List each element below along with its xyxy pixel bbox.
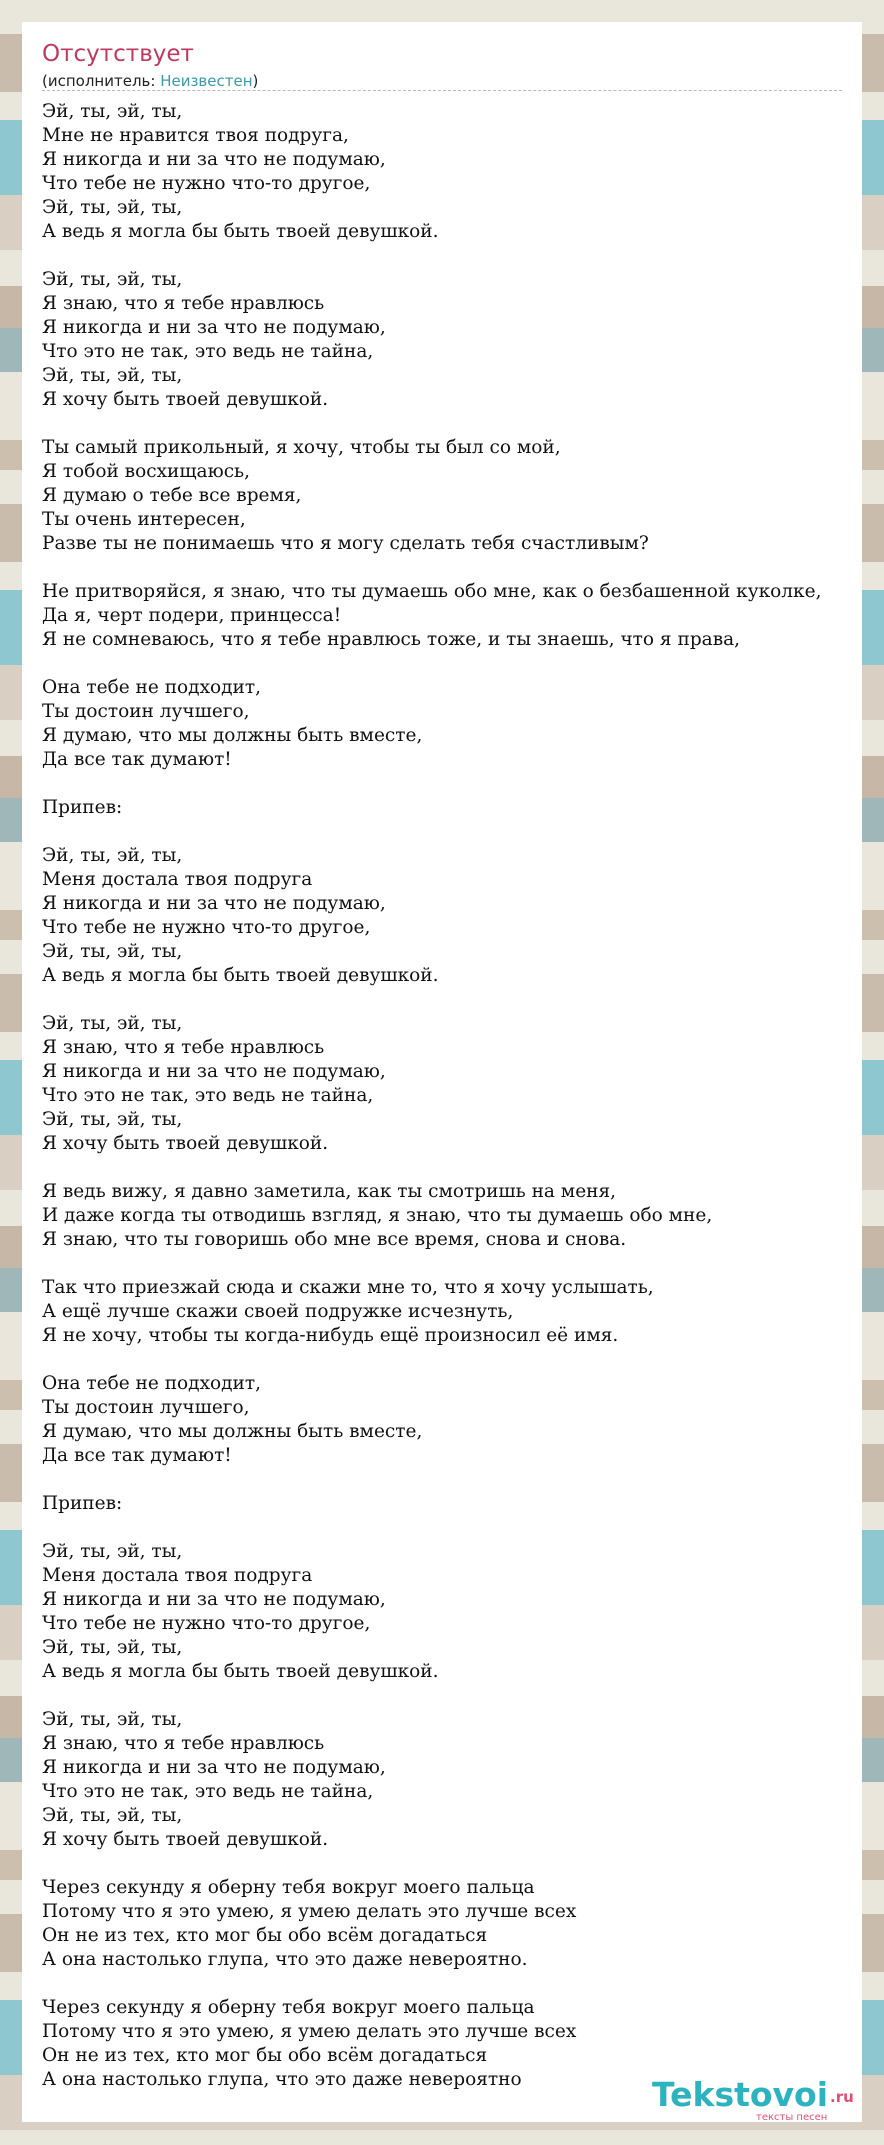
lyric-line: А она настолько глупа, что это даже невероятно	[42, 2069, 522, 2090]
lyric-line: Ты достоин лучшего,	[42, 1397, 250, 1418]
lyric-line: Меня достала твоя подруга	[42, 869, 313, 890]
lyric-line: Эй, ты, эй, ты,	[42, 1637, 183, 1658]
lyric-line: Эй, ты, эй, ты,	[42, 101, 183, 122]
lyric-line: Я знаю, что я тебе нравлюсь	[42, 1037, 325, 1058]
lyric-line: А она настолько глупа, что это даже невероятно.	[42, 1949, 528, 1970]
lyric-line: Я никогда и ни за что не подумаю,	[42, 149, 386, 170]
site-logo[interactable]	[652, 2076, 862, 2130]
stanza-gap	[42, 556, 862, 580]
lyric-line: Ты достоин лучшего,	[42, 701, 250, 722]
lyric-line: Эй, ты, эй, ты,	[42, 197, 183, 218]
lyric-line: Что тебе не нужно что-то другое,	[42, 917, 371, 938]
lyric-line: Я никогда и ни за что не подумаю,	[42, 1061, 386, 1082]
lyric-line: Эй, ты, эй, ты,	[42, 941, 183, 962]
lyric-line: А ведь я могла бы быть твоей девушкой.	[42, 1661, 439, 1682]
lyric-line: Я думаю, что мы должны быть вместе,	[42, 1421, 423, 1442]
artist-prefix: (исполнитель:	[42, 72, 161, 90]
stanza-gap	[42, 1852, 862, 1876]
lyric-line: Эй, ты, эй, ты,	[42, 1709, 183, 1730]
lyric-line: Припев:	[42, 797, 123, 818]
stanza-gap	[42, 1468, 862, 1492]
lyric-line: Эй, ты, эй, ты,	[42, 365, 183, 386]
lyric-line: Я знаю, что я тебе нравлюсь	[42, 293, 325, 314]
lyric-line: Что тебе не нужно что-то другое,	[42, 1613, 371, 1634]
lyric-line: Что это не так, это ведь не тайна,	[42, 1781, 374, 1802]
lyrics-card	[22, 22, 862, 2122]
lyric-line: Да все так думают!	[42, 1445, 232, 1466]
logo-domain: .ru	[830, 2088, 854, 2106]
lyric-line: Она тебе не подходит,	[42, 1373, 261, 1394]
lyric-line: Я тобой восхищаюсь,	[42, 461, 251, 482]
lyric-line: Я хочу быть твоей девушкой.	[42, 1133, 329, 1154]
lyric-line: А ведь я могла бы быть твоей девушкой.	[42, 221, 439, 242]
lyric-line: Он не из тех, кто мог бы обо всём догадаться	[42, 2045, 488, 2066]
lyric-line: Что тебе не нужно что-то другое,	[42, 173, 371, 194]
lyric-line: Потому что я это умею, я умею делать это лучше всех	[42, 2021, 577, 2042]
stanza-gap	[42, 820, 862, 844]
stanza-gap	[42, 652, 862, 676]
lyric-line: А ещё лучше скажи своей подружке исчезнуть,	[42, 1301, 514, 1322]
logo-tagline: тексты песен	[756, 2112, 828, 2123]
lyric-line: Я не хочу, чтобы ты когда-нибудь ещё произносил её имя.	[42, 1325, 619, 1346]
stanza-gap	[42, 988, 862, 1012]
lyric-line: Эй, ты, эй, ты,	[42, 1541, 183, 1562]
lyric-line: Эй, ты, эй, ты,	[42, 1109, 183, 1130]
stanza-gap	[42, 1516, 862, 1540]
lyric-line: Ты очень интересен,	[42, 509, 246, 530]
lyric-line: Потому что я это умею, я умею делать это лучше всех	[42, 1901, 577, 1922]
lyric-line: Через секунду я оберну тебя вокруг моего пальца	[42, 1997, 535, 2018]
lyric-line: Я не сомневаюсь, что я тебе нравлюсь тоже, и ты знаешь, что я права,	[42, 629, 741, 650]
stanza-gap	[42, 1972, 862, 1996]
stanza-gap	[42, 772, 862, 796]
stanza-gap	[42, 1684, 862, 1708]
stanza-gap	[42, 412, 862, 436]
lyric-line: Эй, ты, эй, ты,	[42, 1805, 183, 1826]
lyric-line: Я хочу быть твоей девушкой.	[42, 389, 329, 410]
lyric-line: Что это не так, это ведь не тайна,	[42, 341, 374, 362]
stanza-gap	[42, 1252, 862, 1276]
lyric-line: Я никогда и ни за что не подумаю,	[42, 1589, 386, 1610]
lyric-line: Эй, ты, эй, ты,	[42, 1013, 183, 1034]
artist-suffix: )	[252, 72, 259, 90]
lyric-line: Так что приезжай сюда и скажи мне то, что я хочу услышать,	[42, 1277, 654, 1298]
lyric-line: Разве ты не понимаешь что я могу сделать тебя счастливым?	[42, 533, 649, 554]
lyric-line: Я никогда и ни за что не подумаю,	[42, 317, 386, 338]
lyric-line: Я думаю о тебе все время,	[42, 485, 302, 506]
lyric-line: Она тебе не подходит,	[42, 677, 261, 698]
lyric-line: Не притворяйся, я знаю, что ты думаешь обо мне, как о безбашенной куколке,	[42, 581, 822, 602]
lyric-line: Я никогда и ни за что не подумаю,	[42, 1757, 386, 1778]
lyric-line: Эй, ты, эй, ты,	[42, 845, 183, 866]
artist-line	[42, 71, 258, 91]
lyric-line: Через секунду я оберну тебя вокруг моего пальца	[42, 1877, 535, 1898]
lyric-line: Я знаю, что я тебе нравлюсь	[42, 1733, 325, 1754]
lyric-line: Ты самый прикольный, я хочу, чтобы ты был со мой,	[42, 437, 561, 458]
lyric-line: Припев:	[42, 1493, 123, 1514]
lyric-line: Я никогда и ни за что не подумаю,	[42, 893, 386, 914]
lyric-line: Я знаю, что ты говоришь обо мне все время, снова и снова.	[42, 1229, 627, 1250]
lyric-line: Он не из тех, кто мог бы обо всём догадаться	[42, 1925, 488, 1946]
logo-name: Tekstovoi	[652, 2075, 829, 2114]
lyric-line: Я ведь вижу, я давно заметила, как ты смотришь на меня,	[42, 1181, 617, 1202]
title-divider	[42, 90, 842, 91]
lyric-line: А ведь я могла бы быть твоей девушкой.	[42, 965, 439, 986]
song-title: Отсутствует	[42, 41, 194, 67]
lyric-line: Я хочу быть твоей девушкой.	[42, 1829, 329, 1850]
lyric-line: Меня достала твоя подруга	[42, 1565, 313, 1586]
stanza-gap	[42, 244, 862, 268]
lyric-line: Мне не нравится твоя подруга,	[42, 125, 349, 146]
stanza-gap	[42, 1348, 862, 1372]
lyric-line: И даже когда ты отводишь взгляд, я знаю, что ты думаешь обо мне,	[42, 1205, 713, 1226]
artist-link[interactable]: Неизвестен	[160, 72, 253, 90]
lyric-line: Да я, черт подери, принцесса!	[42, 605, 342, 626]
lyrics-text	[42, 100, 862, 2092]
stanza-gap	[42, 1156, 862, 1180]
lyric-line: Эй, ты, эй, ты,	[42, 269, 183, 290]
lyric-line: Что это не так, это ведь не тайна,	[42, 1085, 374, 1106]
lyric-line: Да все так думают!	[42, 749, 232, 770]
lyric-line: Я думаю, что мы должны быть вместе,	[42, 725, 423, 746]
